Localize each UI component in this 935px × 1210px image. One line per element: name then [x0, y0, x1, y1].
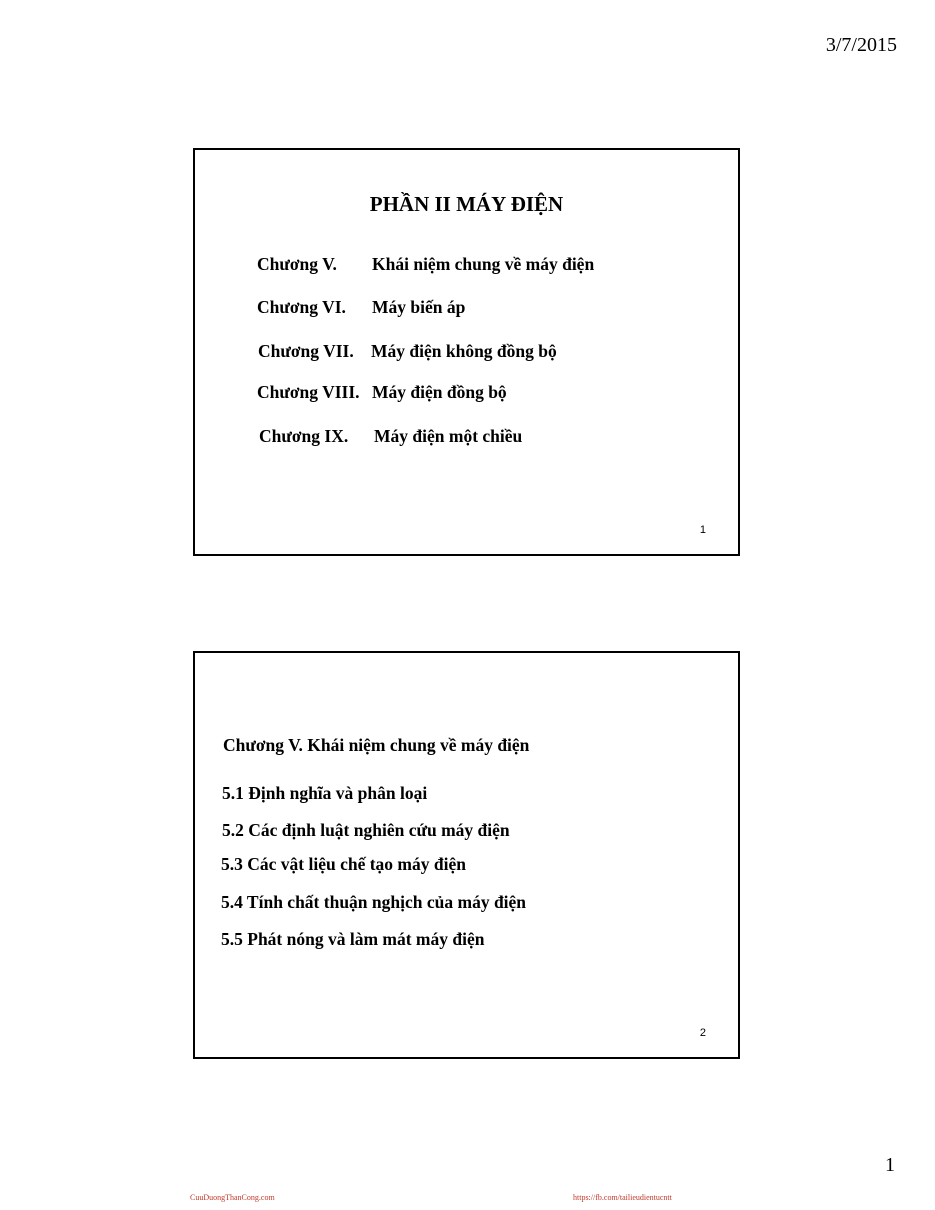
chapter-label: Chương VIII.	[257, 382, 360, 402]
footer-source-link[interactable]: CuuDuongThanCong.com	[190, 1193, 275, 1202]
page-date: 3/7/2015	[825, 34, 897, 56]
chapter-title: Khái niệm chung về máy điện	[372, 254, 595, 274]
chapter-label: Chương VI.	[257, 297, 346, 317]
slide-2	[193, 651, 740, 1059]
chapter-label: Chương V.	[257, 254, 337, 274]
slide-number: 2	[699, 1027, 706, 1039]
footer-url-link[interactable]: https://fb.com/tailieudientucntt	[573, 1193, 672, 1202]
chapter-title: Máy biến áp	[372, 297, 466, 317]
section-item: 5.3 Các vật liệu chế tạo máy điện	[221, 854, 466, 874]
chapter-title: Máy điện một chiều	[374, 426, 523, 446]
chapter-title: Máy điện đồng bộ	[372, 382, 507, 402]
chapter-title: Máy điện không đồng bộ	[371, 341, 557, 361]
slide-number: 1	[699, 524, 706, 536]
slide-title: PHẦN II MÁY ĐIỆN	[369, 192, 564, 216]
slide-heading: Chương V. Khái niệm chung về máy điện	[223, 735, 530, 755]
chapter-label: Chương VII.	[258, 341, 354, 361]
section-item: 5.4 Tính chất thuận nghịch của máy điện	[221, 892, 527, 912]
page-number: 1	[885, 1154, 895, 1176]
section-item: 5.5 Phát nóng và làm mát máy điện	[221, 929, 485, 949]
section-item: 5.2 Các định luật nghiên cứu máy điện	[222, 820, 510, 840]
section-item: 5.1 Định nghĩa và phân loại	[222, 783, 428, 803]
chapter-label: Chương IX.	[259, 426, 349, 446]
slide-1	[193, 148, 740, 556]
